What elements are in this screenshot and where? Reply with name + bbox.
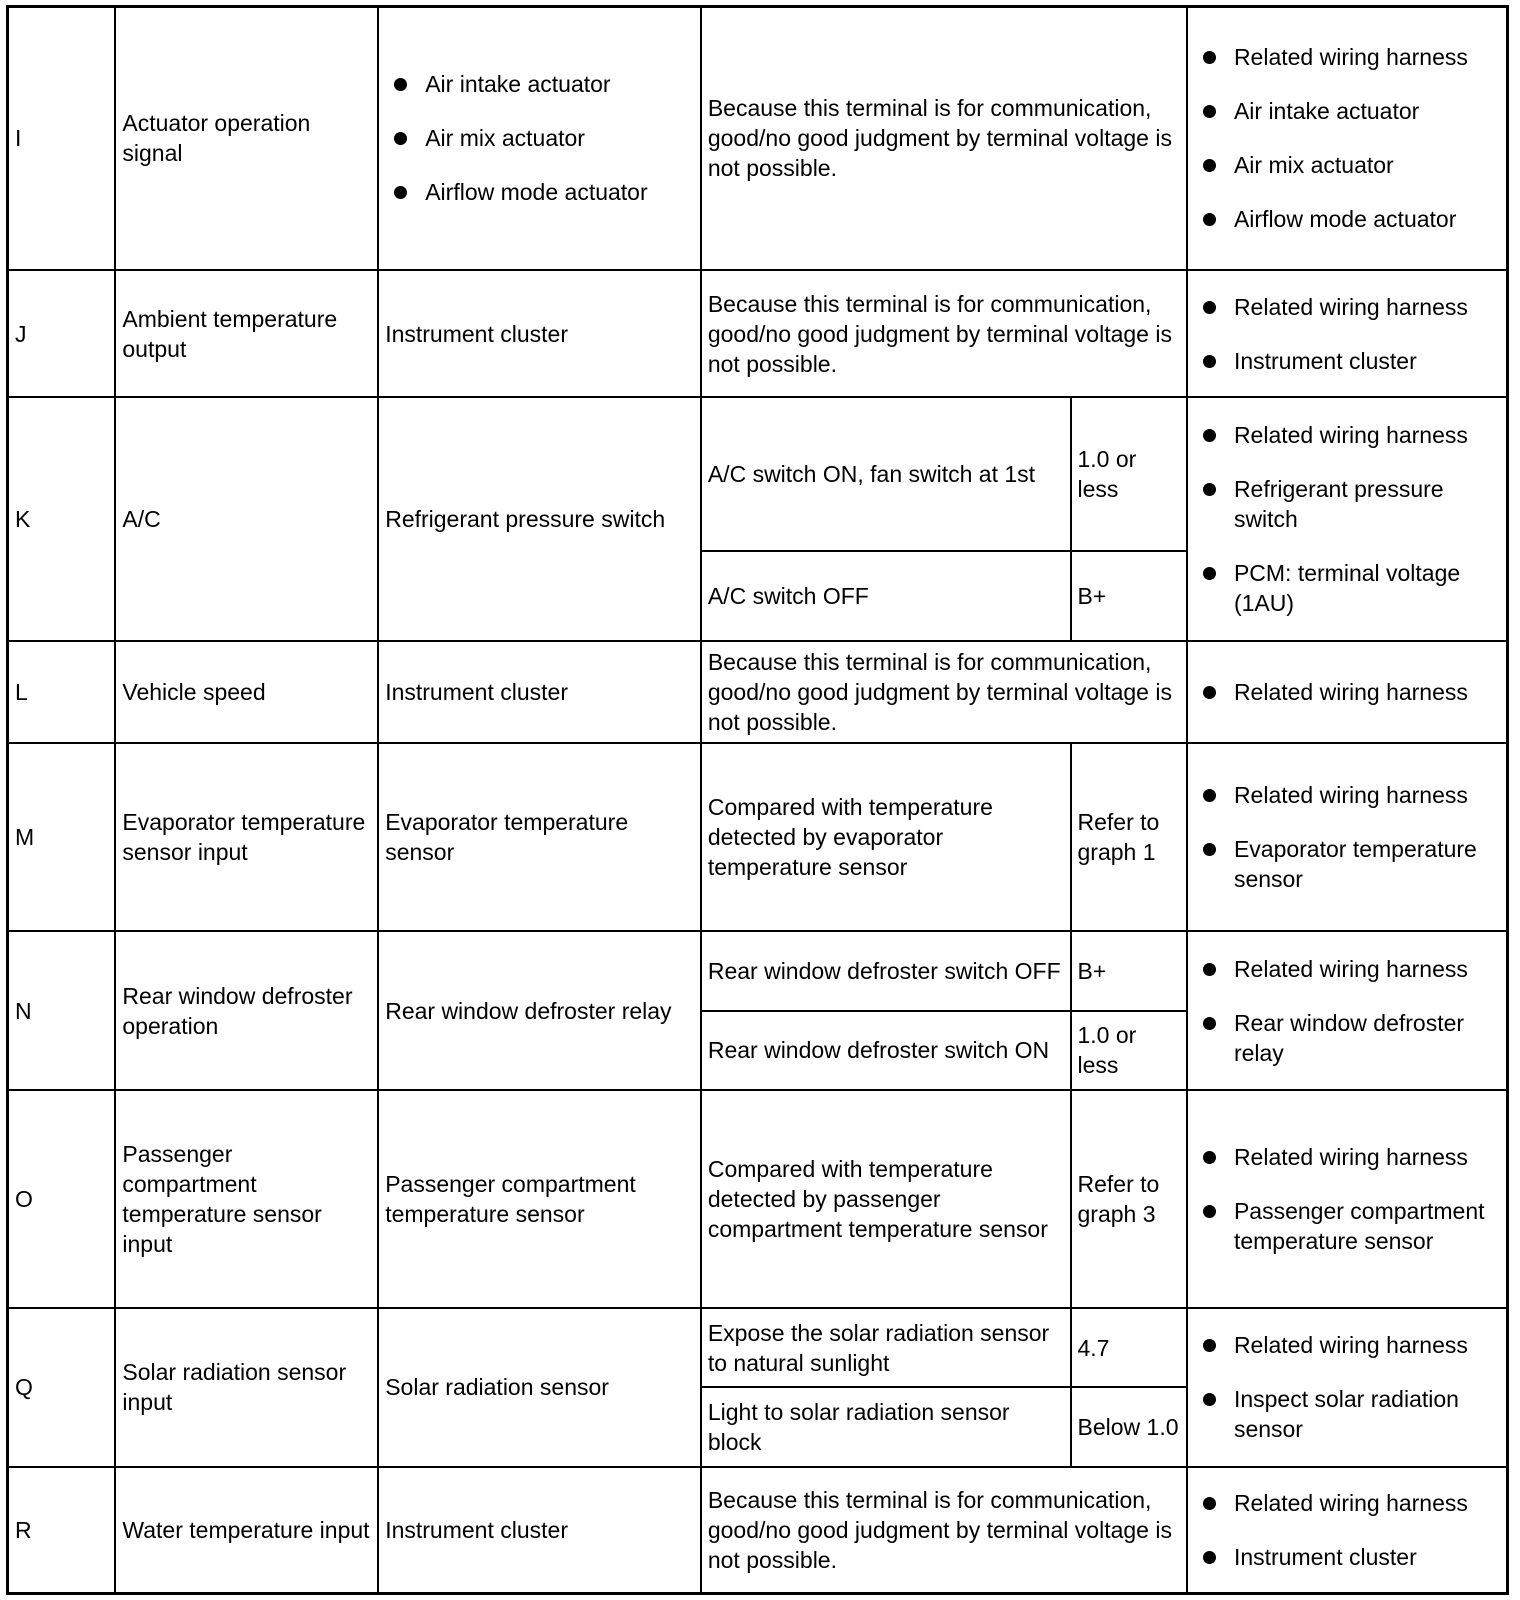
terminal-cell: M	[8, 743, 116, 931]
list-item: Related wiring harness	[1234, 954, 1500, 984]
action-list	[1194, 1142, 1500, 1256]
table-row-n	[8, 931, 1508, 1010]
voltage-cell: 1.0 or less	[1071, 397, 1187, 551]
list-item: Related wiring harness	[1234, 780, 1500, 810]
list-item: Air intake actuator	[1234, 96, 1500, 126]
list-item: Air mix actuator	[425, 123, 694, 153]
action-list	[1194, 1330, 1500, 1444]
bullet-icon	[1203, 1205, 1216, 1218]
table-row-k	[8, 397, 1508, 551]
action-list	[1194, 1488, 1500, 1572]
action-cell	[1187, 1090, 1508, 1308]
list-item: Related wiring harness	[1234, 1488, 1500, 1518]
table-row-l	[8, 641, 1508, 744]
action-list	[1194, 677, 1500, 707]
bullet-icon	[1203, 51, 1216, 64]
signal-cell: Evaporator temperature sensor input	[115, 743, 378, 931]
table-row-o	[8, 1090, 1508, 1308]
action-cell	[1187, 270, 1508, 398]
condition-cell: Rear window defroster switch OFF	[701, 931, 1071, 1010]
action-list	[1194, 954, 1500, 1068]
voltage-cell: 4.7	[1071, 1308, 1187, 1387]
list-item: Airflow mode actuator	[1234, 204, 1500, 234]
terminal-cell: L	[8, 641, 116, 744]
bullet-icon	[394, 186, 407, 199]
table-row-m	[8, 743, 1508, 931]
list-item: Related wiring harness	[1234, 42, 1500, 72]
voltage-cell: B+	[1071, 551, 1187, 640]
bullet-icon	[1203, 1339, 1216, 1352]
condition-cell: Compared with temperature detected by evaporator temperature sensor	[701, 743, 1071, 931]
bullet-icon	[1203, 686, 1216, 699]
list-item: Instrument cluster	[1234, 1542, 1500, 1572]
bullet-icon	[394, 78, 407, 91]
connected-to-cell: Passenger compartment temperature sensor	[378, 1090, 701, 1308]
bullet-icon	[1203, 213, 1216, 226]
table-row-q	[8, 1308, 1508, 1387]
bullet-icon	[1203, 159, 1216, 172]
signal-cell: Passenger compartment temperature sensor input	[115, 1090, 378, 1308]
action-cell	[1187, 743, 1508, 931]
signal-cell: Water temperature input	[115, 1467, 378, 1594]
condition-cell: Compared with temperature detected by passenger compartment temperature sensor	[701, 1090, 1071, 1308]
list-item: Inspect solar radiation sensor	[1234, 1384, 1500, 1444]
bullet-icon	[1203, 429, 1216, 442]
bullet-icon	[394, 132, 407, 145]
terminal-cell: N	[8, 931, 116, 1090]
signal-cell: Actuator operation signal	[115, 7, 378, 270]
note-cell: Because this terminal is for communication, good/no good judgment by terminal voltage is not possible.	[701, 270, 1187, 398]
voltage-cell: Refer to graph 3	[1071, 1090, 1187, 1308]
bullet-icon	[1203, 789, 1216, 802]
action-list	[1194, 420, 1500, 618]
condition-cell: A/C switch OFF	[701, 551, 1071, 640]
bullet-icon	[1203, 1017, 1216, 1030]
signal-cell: Solar radiation sensor input	[115, 1308, 378, 1467]
signal-cell: A/C	[115, 397, 378, 640]
list-item: Air intake actuator	[425, 69, 694, 99]
connected-to-cell: Instrument cluster	[378, 270, 701, 398]
condition-cell: Expose the solar radiation sensor to natural sunlight	[701, 1308, 1071, 1387]
list-item: Related wiring harness	[1234, 1330, 1500, 1360]
table-row-i	[8, 7, 1508, 270]
list-item: Related wiring harness	[1234, 1142, 1500, 1172]
action-cell	[1187, 931, 1508, 1090]
list-item: Evaporator temperature sensor	[1234, 834, 1500, 894]
bullet-icon	[1203, 1551, 1216, 1564]
connected-to-cell: Refrigerant pressure switch	[378, 397, 701, 640]
bullet-icon	[1203, 301, 1216, 314]
action-list	[1194, 42, 1500, 234]
voltage-cell: 1.0 or less	[1071, 1011, 1187, 1090]
voltage-cell: Below 1.0	[1071, 1387, 1187, 1466]
list-item: Air mix actuator	[1234, 150, 1500, 180]
bullet-icon	[1203, 1497, 1216, 1510]
action-list	[1194, 292, 1500, 376]
condition-cell: Light to solar radiation sensor block	[701, 1387, 1071, 1466]
action-list	[1194, 780, 1500, 894]
action-cell	[1187, 397, 1508, 640]
terminal-cell: R	[8, 1467, 116, 1594]
connected-to-list	[385, 69, 694, 207]
bullet-icon	[1203, 567, 1216, 580]
list-item: Refrigerant pressure switch	[1234, 474, 1500, 534]
table-row-r	[8, 1467, 1508, 1594]
terminal-spec-table	[6, 5, 1509, 1595]
note-cell: Because this terminal is for communication, good/no good judgment by terminal voltage is not possible.	[701, 641, 1187, 744]
connected-to-cell: Evaporator temperature sensor	[378, 743, 701, 931]
terminal-cell: O	[8, 1090, 116, 1308]
voltage-cell: B+	[1071, 931, 1187, 1010]
connected-to-cell: Instrument cluster	[378, 1467, 701, 1594]
list-item: Instrument cluster	[1234, 346, 1500, 376]
terminal-cell: J	[8, 270, 116, 398]
condition-cell: Rear window defroster switch ON	[701, 1011, 1071, 1090]
connected-to-cell: Solar radiation sensor	[378, 1308, 701, 1467]
signal-cell: Rear window defroster operation	[115, 931, 378, 1090]
bullet-icon	[1203, 483, 1216, 496]
list-item: PCM: terminal voltage (1AU)	[1234, 558, 1500, 618]
table-row-j	[8, 270, 1508, 398]
bullet-icon	[1203, 355, 1216, 368]
terminal-cell: I	[8, 7, 116, 270]
terminal-cell: K	[8, 397, 116, 640]
connected-to-cell	[378, 7, 701, 270]
bullet-icon	[1203, 843, 1216, 856]
bullet-icon	[1203, 1393, 1216, 1406]
bullet-icon	[1203, 963, 1216, 976]
condition-cell: A/C switch ON, fan switch at 1st	[701, 397, 1071, 551]
list-item: Rear window defroster relay	[1234, 1008, 1500, 1068]
action-cell	[1187, 641, 1508, 744]
action-cell	[1187, 1467, 1508, 1594]
list-item: Related wiring harness	[1234, 292, 1500, 322]
list-item: Passenger compartment temperature sensor	[1234, 1196, 1500, 1256]
bullet-icon	[1203, 1151, 1216, 1164]
action-cell	[1187, 7, 1508, 270]
bullet-icon	[1203, 105, 1216, 118]
terminal-cell: Q	[8, 1308, 116, 1467]
signal-cell: Vehicle speed	[115, 641, 378, 744]
note-cell: Because this terminal is for communication, good/no good judgment by terminal voltage is not possible.	[701, 7, 1187, 270]
action-cell	[1187, 1308, 1508, 1467]
signal-cell: Ambient temperature output	[115, 270, 378, 398]
note-cell: Because this terminal is for communication, good/no good judgment by terminal voltage is not possible.	[701, 1467, 1187, 1594]
connected-to-cell: Instrument cluster	[378, 641, 701, 744]
list-item: Related wiring harness	[1234, 677, 1500, 707]
list-item: Airflow mode actuator	[425, 177, 694, 207]
list-item: Related wiring harness	[1234, 420, 1500, 450]
connected-to-cell: Rear window defroster relay	[378, 931, 701, 1090]
voltage-cell: Refer to graph 1	[1071, 743, 1187, 931]
